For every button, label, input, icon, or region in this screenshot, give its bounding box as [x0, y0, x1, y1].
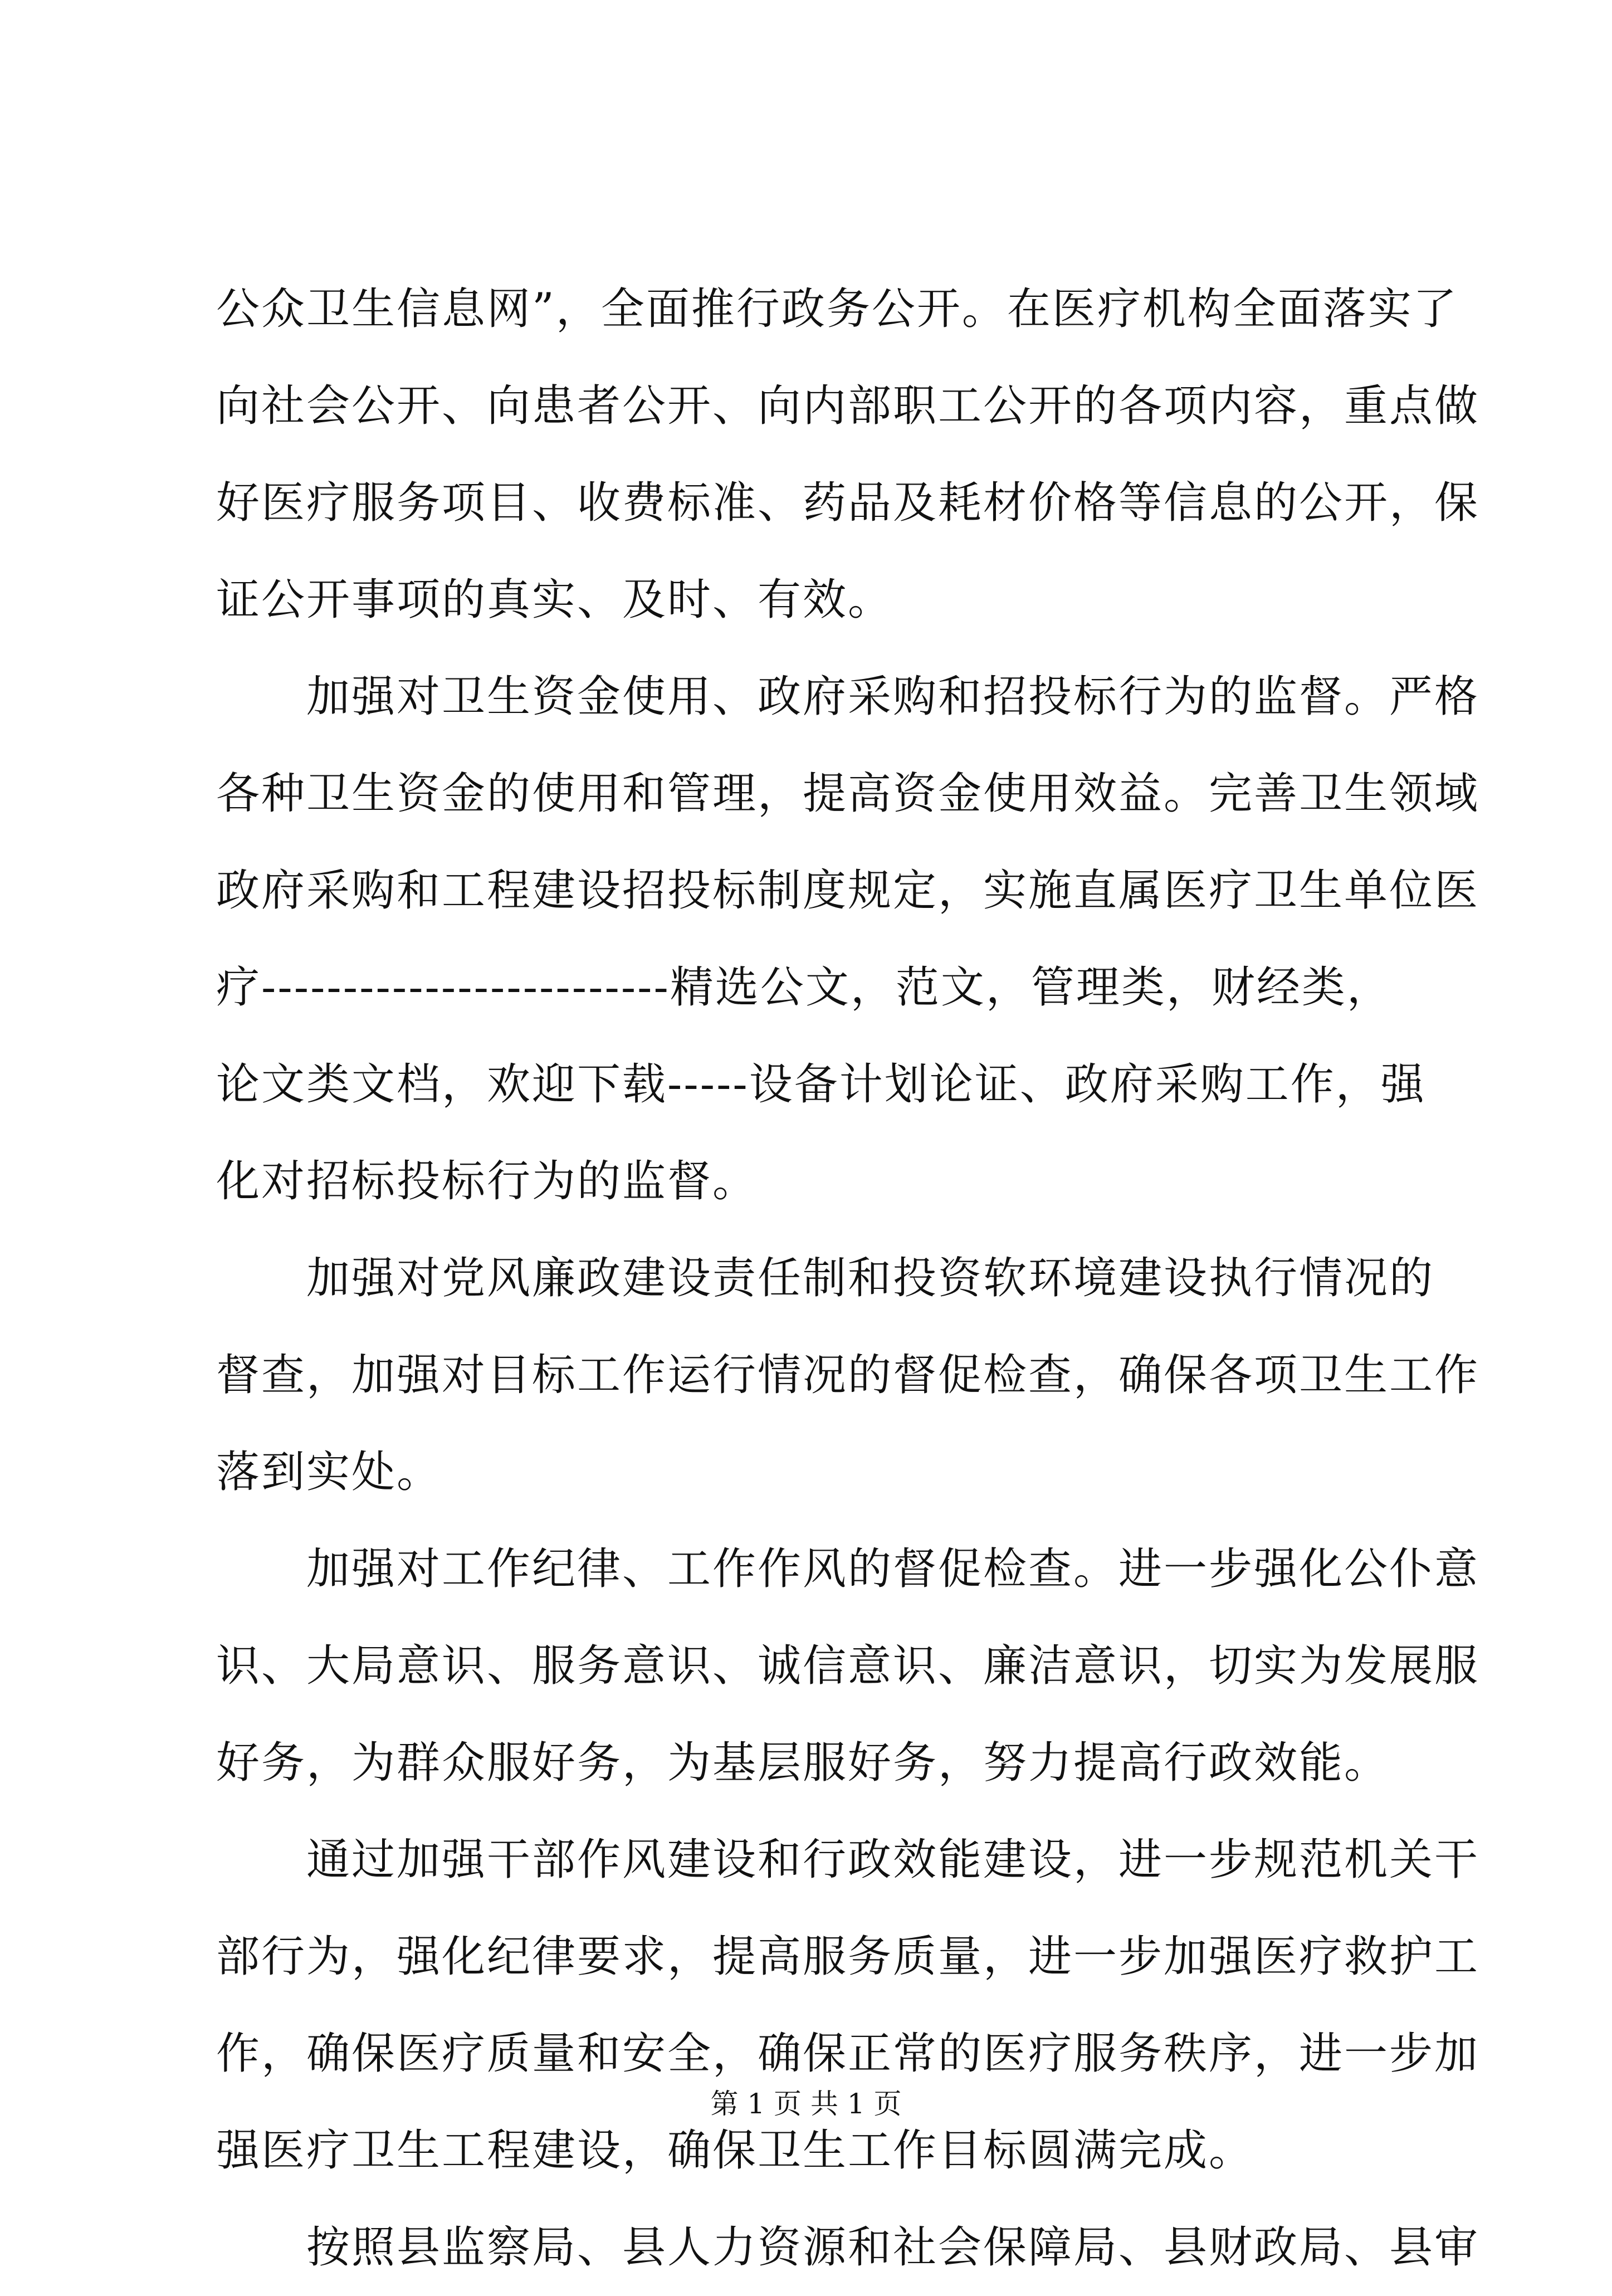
text-line: 强医疗卫生工程建设，确保卫生工作目标圆满完成。: [216, 2126, 1254, 2176]
text-line: 好务，为群众服好务，为基层服好务，努力提高行政效能。: [216, 1738, 1390, 1788]
text-line: 向社会公开、向患者公开、向内部职工公开的各项内容，重点做: [216, 381, 1480, 431]
text-line: 公众卫生信息网”，全面推行政务公开。在医疗机构全面落实了: [216, 284, 1458, 334]
text-line: 落到实处。: [216, 1447, 442, 1497]
text-line: 化对招标投标行为的监督。: [216, 1156, 758, 1206]
text-line: 加强对工作纪律、工作作风的督促检查。进一步强化公仆意: [216, 1544, 1480, 1594]
text-line: 加强对卫生资金使用、政府采购和招投标行为的监督。严格: [216, 672, 1480, 722]
text-line: 证公开事项的真实、及时、有效。: [216, 575, 893, 625]
document-body: [216, 261, 1480, 2296]
text-line: 论文类文档，欢迎下载-----设备计划论证、政府采购工作，强: [216, 1059, 1426, 1110]
text-line: 政府采购和工程建设招投标制度规定，实施直属医疗卫生单位医: [216, 866, 1480, 916]
text-line: 疗-------------------------精选公文，范文，管理类，财经类，: [216, 963, 1392, 1013]
text-line: 部行为，强化纪律要求，提高服务质量，进一步加强医疗救护工: [216, 1932, 1480, 1982]
text-line: 通过加强干部作风建设和行政效能建设，进一步规范机关干: [216, 1835, 1480, 1885]
text-line: 按照县监察局、县人力资源和社会保障局、县财政局、县审: [216, 2222, 1480, 2273]
text-line: 作，确保医疗质量和安全，确保正常的医疗服务秩序，进一步加: [216, 2029, 1480, 2079]
text-line: 加强对党风廉政建设责任制和投资软环境建设执行情况的: [216, 1253, 1435, 1303]
text-line: 识、大局意识、服务意识、诚信意识、廉洁意识，切实为发展服: [216, 1641, 1480, 1691]
text-line: 好医疗服务项目、收费标准、药品及耗材价格等信息的公开，保: [216, 478, 1480, 528]
page-number-footer: 第 1 页 共 1 页: [710, 2088, 902, 2120]
text-line: 各种卫生资金的使用和管理，提高资金使用效益。完善卫生领域: [216, 769, 1480, 819]
text-line: 督查，加强对目标工作运行情况的督促检查，确保各项卫生工作: [216, 1350, 1480, 1400]
